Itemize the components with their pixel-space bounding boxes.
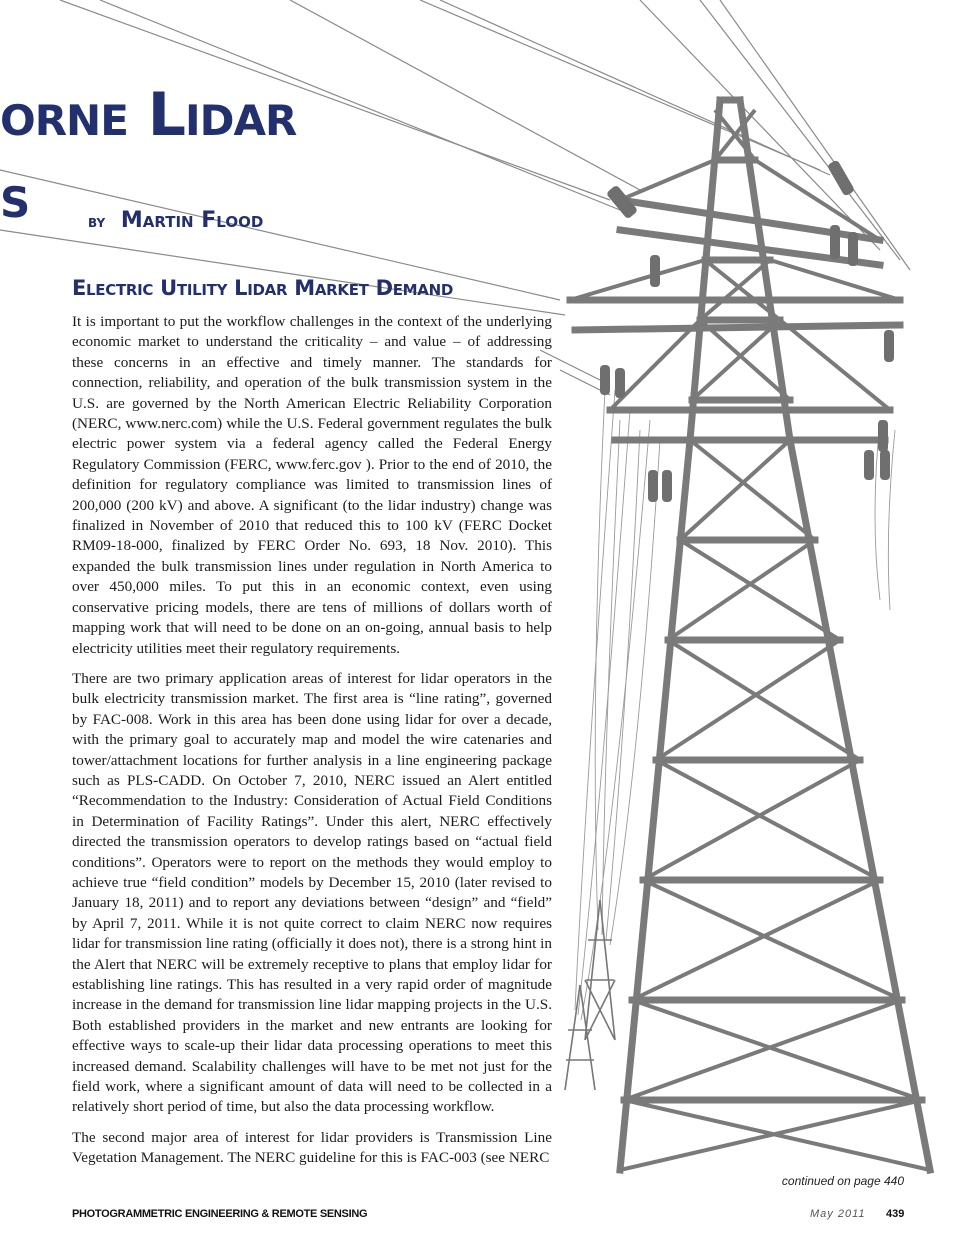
distant-towers — [565, 900, 615, 1090]
byline-prefix: by — [88, 212, 106, 232]
article-title-line-1: orne Lidar — [0, 80, 297, 150]
descending-wires — [575, 390, 895, 1020]
paragraph-3: The second major area of interest for lidar providers is Transmission Line Vegetation Management. The NERC guideline for this is FAC-003 (see NERC — [72, 1128, 552, 1167]
continued-note: continued on page 440 — [781, 1174, 904, 1188]
section-heading: Electric Utility Lidar Market Demand — [72, 276, 454, 300]
footer-date: May 2011 — [810, 1208, 866, 1220]
tower-bracing — [570, 110, 930, 1170]
article-body — [72, 312, 552, 1179]
insulators — [600, 159, 894, 502]
footer-page-number: 439 — [886, 1208, 905, 1220]
author-name: Martin Flood — [120, 208, 264, 233]
footer-journal-name: PHOTOGRAMMETRIC ENGINEERING & REMOTE SENSING — [72, 1208, 368, 1220]
paragraph-1: It is important to put the workflow challenges in the context of the underlying economic market to understand the criticality – and value – of addressing these concerns in an effective and timely manner. The standards for connection, reliability, and operation of the bulk transmission system in the U.S. are governed by the North American Electric Reliability Corporation (NERC, www.nerc.com) while the U.S. Federal government regulates the bulk electric power system via a federal agency called the Federal Energy Regulatory Commission (FERC, www.ferc.gov ). Prior to the end of 2010, the definition for regulatory compliance was limited to transmission lines of 200,000 (200 kV) and above. A significant (to the lidar industry) change was finalized in November of 2010 that reduced this to 100 kV (FERC Docket RM09-18-000, finalized by FERC Order No. 693, 18 Nov. 2010). This expanded the bulk transmission lines under regulation in North America to over 450,000 miles. To put this in an economic context, even using conservative pricing models, there are tens of millions of dollars worth of mapping work that will need to be done on an on-going, annual basis to help electricity utilities meet their regulatory requirements. — [72, 313, 552, 657]
article-title-line-2: s — [0, 162, 30, 232]
main-tower — [570, 100, 930, 1170]
paragraph-2: There are two primary application areas of interest for lidar operators in the bulk electricity transmission market. The first area is “line rating”, governed by FAC-008. Work in this area has been done using lidar for over a decade, with the primary goal to accurately map and model the wire catenaries and tower/attachment locations for further analysis in a line engineering package such as PLS-CADD. On October 7, 2010, NERC issued an Alert entitled “Recommendation to the Industry: Consideration of Actual Field Conditions in Determination of Facility Ratings”. Under this alert, NERC effectively directed the transmission operators to develop ratings based on “actual field conditions”. Operators were to report on the methods they would employ to achieve true “field condition” models by December 15, 2010 (later revised to January 18, 2011) and to report any deviations between “design” and “field” by April 7, 2011. While it is not quite correct to claim NERC now requires lidar for transmission line rating (officially it does not), there is a strong hint in the Alert that NERC will be extremely receptive to plans that employ lidar for establishing line ratings. This has resulted in a very rapid order of magnitude increase in the demand for transmission line lidar mapping projects in the U.S. Both established providers in the market and new entrants are looking for effective ways to scale-up their lidar data processing operations to meet this increased demand. Scalability challenges will have to be met not just for the field work, where a significant amount of data will need to be collected in a relatively short period of time, but also the data processing workflow. — [72, 669, 552, 1116]
byline — [88, 208, 263, 233]
